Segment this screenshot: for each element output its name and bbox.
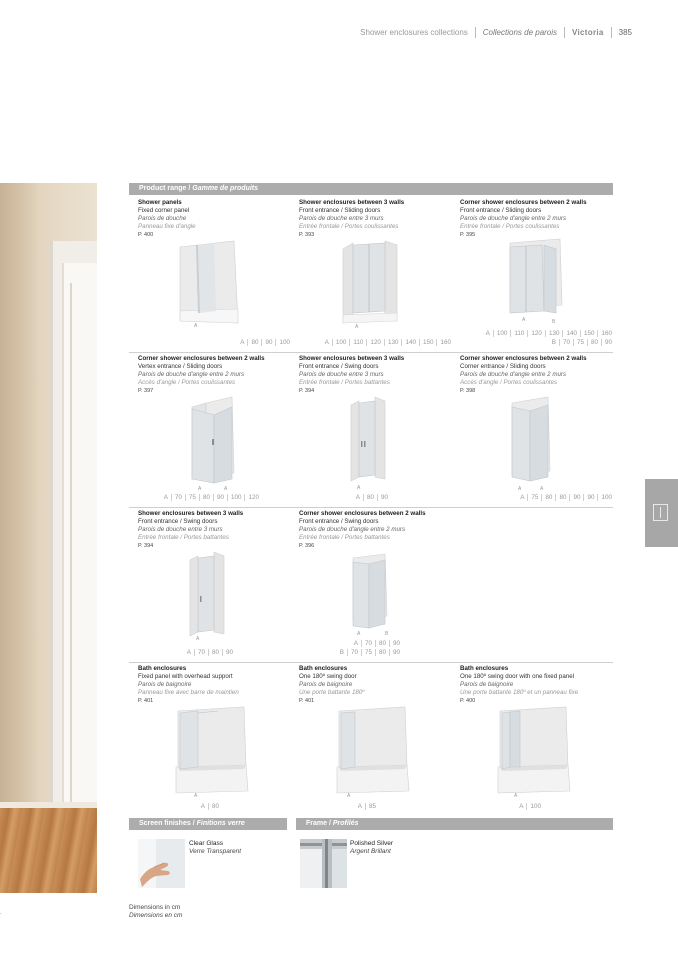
product-dimensions xyxy=(493,493,615,502)
dimension-row xyxy=(138,338,293,347)
dimension-value: 100 xyxy=(493,330,511,337)
product-subtitle-en: Vertex entrance / Sliding doors xyxy=(138,363,223,370)
lifestyle-photo xyxy=(0,183,97,893)
dimension-value: 90 xyxy=(389,640,403,647)
photo-wall-shade xyxy=(0,183,40,893)
dimension-value: 130 xyxy=(545,330,563,337)
product-card[interactable] xyxy=(299,199,454,349)
product-card[interactable] xyxy=(299,665,454,815)
product-page-ref[interactable]: P. 394 xyxy=(138,543,154,549)
product-title: Shower enclosures between 3 walls xyxy=(299,355,405,362)
dimension-value: 90 xyxy=(222,649,236,656)
dimension-value: 90 xyxy=(583,494,597,501)
vertex-sliding-drawing xyxy=(186,395,246,491)
photo-wood-floor xyxy=(0,808,97,893)
dimension-value: 120 xyxy=(244,494,262,501)
product-dimensions xyxy=(138,338,293,347)
product-subtitle-en: One 180º swing door with one fixed panel xyxy=(460,673,575,680)
frame-title-fr: Profilés xyxy=(332,820,359,827)
dimension-value: 140 xyxy=(562,330,580,337)
row-divider xyxy=(129,662,613,663)
product-dimensions xyxy=(138,802,222,811)
product-subtitle-en: Front entrance / Sliding doors xyxy=(460,207,542,214)
product-page-ref[interactable]: P. 394 xyxy=(299,388,315,394)
svg-text:A: A xyxy=(540,486,544,491)
dimension-label: B xyxy=(551,339,556,346)
svg-text:A: A xyxy=(194,793,198,797)
frame-bar: Frame / Profilés xyxy=(296,818,613,830)
svg-text:A: A xyxy=(522,317,526,323)
page-number: 385 xyxy=(618,28,632,37)
product-title-fr: Parois de douche entre 3 murs xyxy=(299,215,384,222)
product-dimensions xyxy=(299,639,403,657)
dimension-value: 80 xyxy=(208,649,222,656)
dimension-row xyxy=(138,493,262,502)
product-page-ref[interactable]: P. 397 xyxy=(138,388,154,394)
dimension-value: 100 xyxy=(526,803,544,810)
dimension-value: 70 xyxy=(361,640,375,647)
dimension-value: 100 xyxy=(275,339,293,346)
dimension-label: B xyxy=(339,649,344,656)
clear-glass-label xyxy=(189,840,241,856)
polished-silver-fr: Argent Brillant xyxy=(350,848,391,855)
dimension-value: 160 xyxy=(436,339,454,346)
svg-text:B: B xyxy=(552,319,556,325)
svg-text:A: A xyxy=(518,486,522,491)
corner-swing-drawing xyxy=(347,552,397,636)
product-title-fr: Parois de baignoire xyxy=(138,681,192,688)
corner-sliding-drawing xyxy=(504,237,574,325)
product-title-fr: Parois de douche d'angle entre 2 murs xyxy=(460,215,567,222)
dimension-label: A xyxy=(485,330,490,337)
product-subtitle-en: Front entrance / Swing doors xyxy=(299,518,379,525)
product-title: Shower enclosures between 3 walls xyxy=(299,199,405,206)
dimension-value: 110 xyxy=(510,330,527,337)
product-dimensions xyxy=(138,493,262,502)
screen-finishes-title-fr: Finitions verre xyxy=(196,820,245,827)
dimension-value: 100 xyxy=(597,494,615,501)
dimension-value: 80 xyxy=(375,649,389,656)
product-card[interactable] xyxy=(299,510,454,660)
dimensions-note-en: Dimensions in cm xyxy=(129,904,181,911)
product-dimensions xyxy=(460,802,544,811)
svg-text:A: A xyxy=(357,631,361,636)
dimension-row xyxy=(299,639,403,648)
row-divider xyxy=(129,352,613,353)
svg-text:A: A xyxy=(357,485,361,491)
dimension-label: A xyxy=(240,339,245,346)
product-subtitle-en: Front entrance / Sliding doors xyxy=(299,207,381,214)
sliding-door-drawing xyxy=(339,237,409,329)
product-page-ref[interactable]: P. 401 xyxy=(299,698,315,704)
dimension-label: A xyxy=(186,649,191,656)
product-range-bar: Product range / Gamme de produits xyxy=(129,183,613,195)
dimensions-note xyxy=(129,904,182,920)
dimension-row xyxy=(299,338,454,347)
product-subtitle-en: Front entrance / Swing doors xyxy=(138,518,218,525)
product-title-fr: Parois de baignoire xyxy=(299,681,353,688)
dimension-row xyxy=(460,329,615,338)
dimension-value: 75 xyxy=(185,494,199,501)
product-card[interactable] xyxy=(460,355,615,505)
product-range-title-en: Product range xyxy=(139,185,187,192)
product-subtitle-en: One 180º swing door xyxy=(299,673,357,680)
product-dimensions xyxy=(460,329,615,347)
polished-silver-label xyxy=(350,840,393,856)
clear-glass-en: Clear Glass xyxy=(189,840,223,847)
polished-silver-swatch[interactable] xyxy=(300,839,347,888)
section-index-tab[interactable] xyxy=(645,479,678,547)
dimension-value: 120 xyxy=(366,339,384,346)
dimension-value: 70 xyxy=(347,649,361,656)
shower-enclosure-icon xyxy=(653,504,668,521)
photo-door-panel xyxy=(62,263,97,893)
dimension-row xyxy=(460,802,544,811)
dimension-row xyxy=(299,802,379,811)
product-card[interactable] xyxy=(138,510,293,660)
svg-text:A: A xyxy=(194,323,198,329)
dimension-value: 75 xyxy=(361,649,375,656)
product-page-ref[interactable]: P. 401 xyxy=(138,698,154,704)
product-subtitle-en: Corner entrance / Sliding doors xyxy=(460,363,546,370)
dimension-value: 70 xyxy=(559,339,573,346)
product-range-title-fr: Gamme de produits xyxy=(192,185,259,192)
svg-text:A: A xyxy=(347,793,351,797)
dimension-value: 100 xyxy=(227,494,245,501)
product-page-ref[interactable]: P. 395 xyxy=(460,232,476,238)
dimension-value: 100 xyxy=(332,339,350,346)
dimension-row xyxy=(299,648,403,657)
product-dimensions xyxy=(138,648,236,657)
product-subtitle-en: Front entrance / Swing doors xyxy=(299,363,379,370)
swing-door-drawing xyxy=(345,395,395,491)
dimension-value: 80 xyxy=(199,494,213,501)
product-title-fr: Parois de douche d'angle entre 2 murs xyxy=(460,371,567,378)
dimension-value: 75 xyxy=(527,494,541,501)
svg-text:A: A xyxy=(196,636,200,642)
svg-text:B: B xyxy=(385,631,389,636)
page-header xyxy=(353,27,632,38)
dimension-value: 85 xyxy=(365,803,379,810)
product-subtitle-fr: Entrée frontale / Portes battantes xyxy=(138,534,229,541)
product-card[interactable] xyxy=(138,199,293,349)
dimension-value: 80 xyxy=(208,803,222,810)
dimension-value: 80 xyxy=(363,494,377,501)
dimension-label: A xyxy=(324,339,329,346)
product-title: Shower enclosures between 3 walls xyxy=(138,510,244,517)
product-subtitle-en: Fixed panel with overhead support xyxy=(138,673,233,680)
edge-mark: . xyxy=(0,910,2,916)
dimension-value: 90 xyxy=(377,494,391,501)
dimension-label: A xyxy=(163,494,168,501)
dimension-value: 70 xyxy=(194,649,208,656)
dimension-value: 70 xyxy=(171,494,185,501)
product-subtitle-fr: Panneau fixe d'angle xyxy=(138,223,196,230)
screen-finishes-title-en: Screen finishes xyxy=(139,820,191,827)
dimension-value: 75 xyxy=(573,339,587,346)
clear-glass-swatch[interactable] xyxy=(138,839,185,888)
product-page-ref[interactable]: P. 398 xyxy=(460,388,476,394)
product-subtitle-fr: Entrée frontale / Portes battantes xyxy=(299,534,390,541)
dimension-row xyxy=(138,648,236,657)
product-title-fr: Parois de douche entre 3 murs xyxy=(299,371,384,378)
svg-text:A: A xyxy=(355,324,359,329)
dimension-value: 140 xyxy=(401,339,419,346)
product-page-ref[interactable]: P. 400 xyxy=(138,232,154,238)
screen-finishes-bar: Screen finishes / Finitions verre xyxy=(129,818,287,830)
dimension-label: A xyxy=(353,640,358,647)
dimension-value: 90 xyxy=(389,649,403,656)
product-title: Shower panels xyxy=(138,199,182,206)
product-title-fr: Parois de douche xyxy=(138,215,187,222)
dimension-label: A xyxy=(520,494,525,501)
dimensions-note-fr: Dimensions en cm xyxy=(129,912,183,919)
dimension-value: 80 xyxy=(587,339,601,346)
product-title-fr: Parois de baignoire xyxy=(460,681,514,688)
svg-text:A: A xyxy=(514,793,518,797)
product-title: Corner shower enclosures between 2 walls xyxy=(460,199,587,206)
product-subtitle-fr: Entrée frontale / Portes coulissantes xyxy=(299,223,399,230)
dimension-label: A xyxy=(200,803,205,810)
product-page-ref[interactable]: P. 393 xyxy=(299,232,315,238)
product-dimensions xyxy=(299,493,391,502)
product-title: Corner shower enclosures between 2 walls xyxy=(138,355,265,362)
svg-text:A: A xyxy=(198,486,202,491)
product-card[interactable] xyxy=(460,199,615,349)
header-collection: Victoria xyxy=(572,28,604,37)
product-subtitle-fr: Une porte battante 180º et un panneau fixe xyxy=(460,689,579,696)
dimension-value: 150 xyxy=(419,339,437,346)
polished-silver-en: Polished Silver xyxy=(350,840,393,847)
product-title: Corner shower enclosures between 2 walls xyxy=(460,355,587,362)
product-title: Corner shower enclosures between 2 walls xyxy=(299,510,426,517)
header-section-en: Shower enclosures collections xyxy=(360,28,468,37)
dimension-value: 80 xyxy=(555,494,569,501)
product-page-ref[interactable]: P. 400 xyxy=(460,698,476,704)
dimension-value: 90 xyxy=(213,494,227,501)
dimension-value: 120 xyxy=(527,330,545,337)
dimension-value: 160 xyxy=(597,330,615,337)
dimension-row xyxy=(493,493,615,502)
product-dimensions xyxy=(299,338,454,347)
product-card[interactable] xyxy=(299,355,454,505)
dimension-value: 110 xyxy=(349,339,366,346)
product-title: Bath enclosures xyxy=(299,665,348,672)
dimension-label: A xyxy=(355,494,360,501)
clear-glass-fr: Verre Transparent xyxy=(189,848,242,855)
product-card[interactable] xyxy=(138,355,293,505)
row-divider xyxy=(129,507,613,508)
product-title: Bath enclosures xyxy=(138,665,187,672)
bath-swing-door-drawing xyxy=(335,705,417,797)
product-dimensions xyxy=(299,802,379,811)
product-title-fr: Parois de douche d'angle entre 2 murs xyxy=(138,371,245,378)
header-section-fr: Collections de parois xyxy=(482,28,558,37)
dimension-value: 130 xyxy=(384,339,402,346)
product-card[interactable] xyxy=(138,665,293,815)
corner-entrance-drawing xyxy=(506,395,566,491)
bath-swing-fixed-drawing xyxy=(496,705,578,797)
dimension-label: A xyxy=(519,803,524,810)
product-subtitle-fr: Panneau fixe avec barre de maintien xyxy=(138,689,239,696)
product-subtitle-en: Fixed corner panel xyxy=(138,207,190,214)
dimension-value: 90 xyxy=(569,494,583,501)
product-subtitle-fr: Entrée frontale / Portes coulissantes xyxy=(460,223,560,230)
dimension-value: 80 xyxy=(541,494,555,501)
dimension-value: 80 xyxy=(247,339,261,346)
dimension-label: A xyxy=(357,803,362,810)
product-subtitle-fr: Accès d'angle / Portes coulissantes xyxy=(138,379,236,386)
product-page-ref[interactable]: P. 396 xyxy=(299,543,315,549)
product-title: Bath enclosures xyxy=(460,665,509,672)
dimension-row xyxy=(460,338,615,347)
svg-text:A: A xyxy=(224,486,228,491)
product-subtitle-fr: Une porte battante 180º xyxy=(299,689,365,696)
dimension-row xyxy=(299,493,391,502)
dimension-value: 90 xyxy=(601,339,615,346)
product-title-fr: Parois de douche entre 3 murs xyxy=(138,526,223,533)
fixed-panel-drawing xyxy=(176,237,246,329)
dimension-value: 150 xyxy=(580,330,598,337)
product-card[interactable] xyxy=(460,665,615,815)
frame-title-en: Frame xyxy=(306,820,328,827)
product-subtitle-fr: Entrée frontale / Portes battantes xyxy=(299,379,390,386)
product-title-fr: Parois de douche d'angle entre 2 murs xyxy=(299,526,406,533)
product-subtitle-fr: Accès d'angle / Portes coulissantes xyxy=(460,379,558,386)
dimension-row xyxy=(138,802,222,811)
swing-door-drawing xyxy=(184,550,234,646)
bath-fixed-panel-drawing xyxy=(174,705,256,797)
dimension-value: 90 xyxy=(261,339,275,346)
dimension-value: 80 xyxy=(375,640,389,647)
